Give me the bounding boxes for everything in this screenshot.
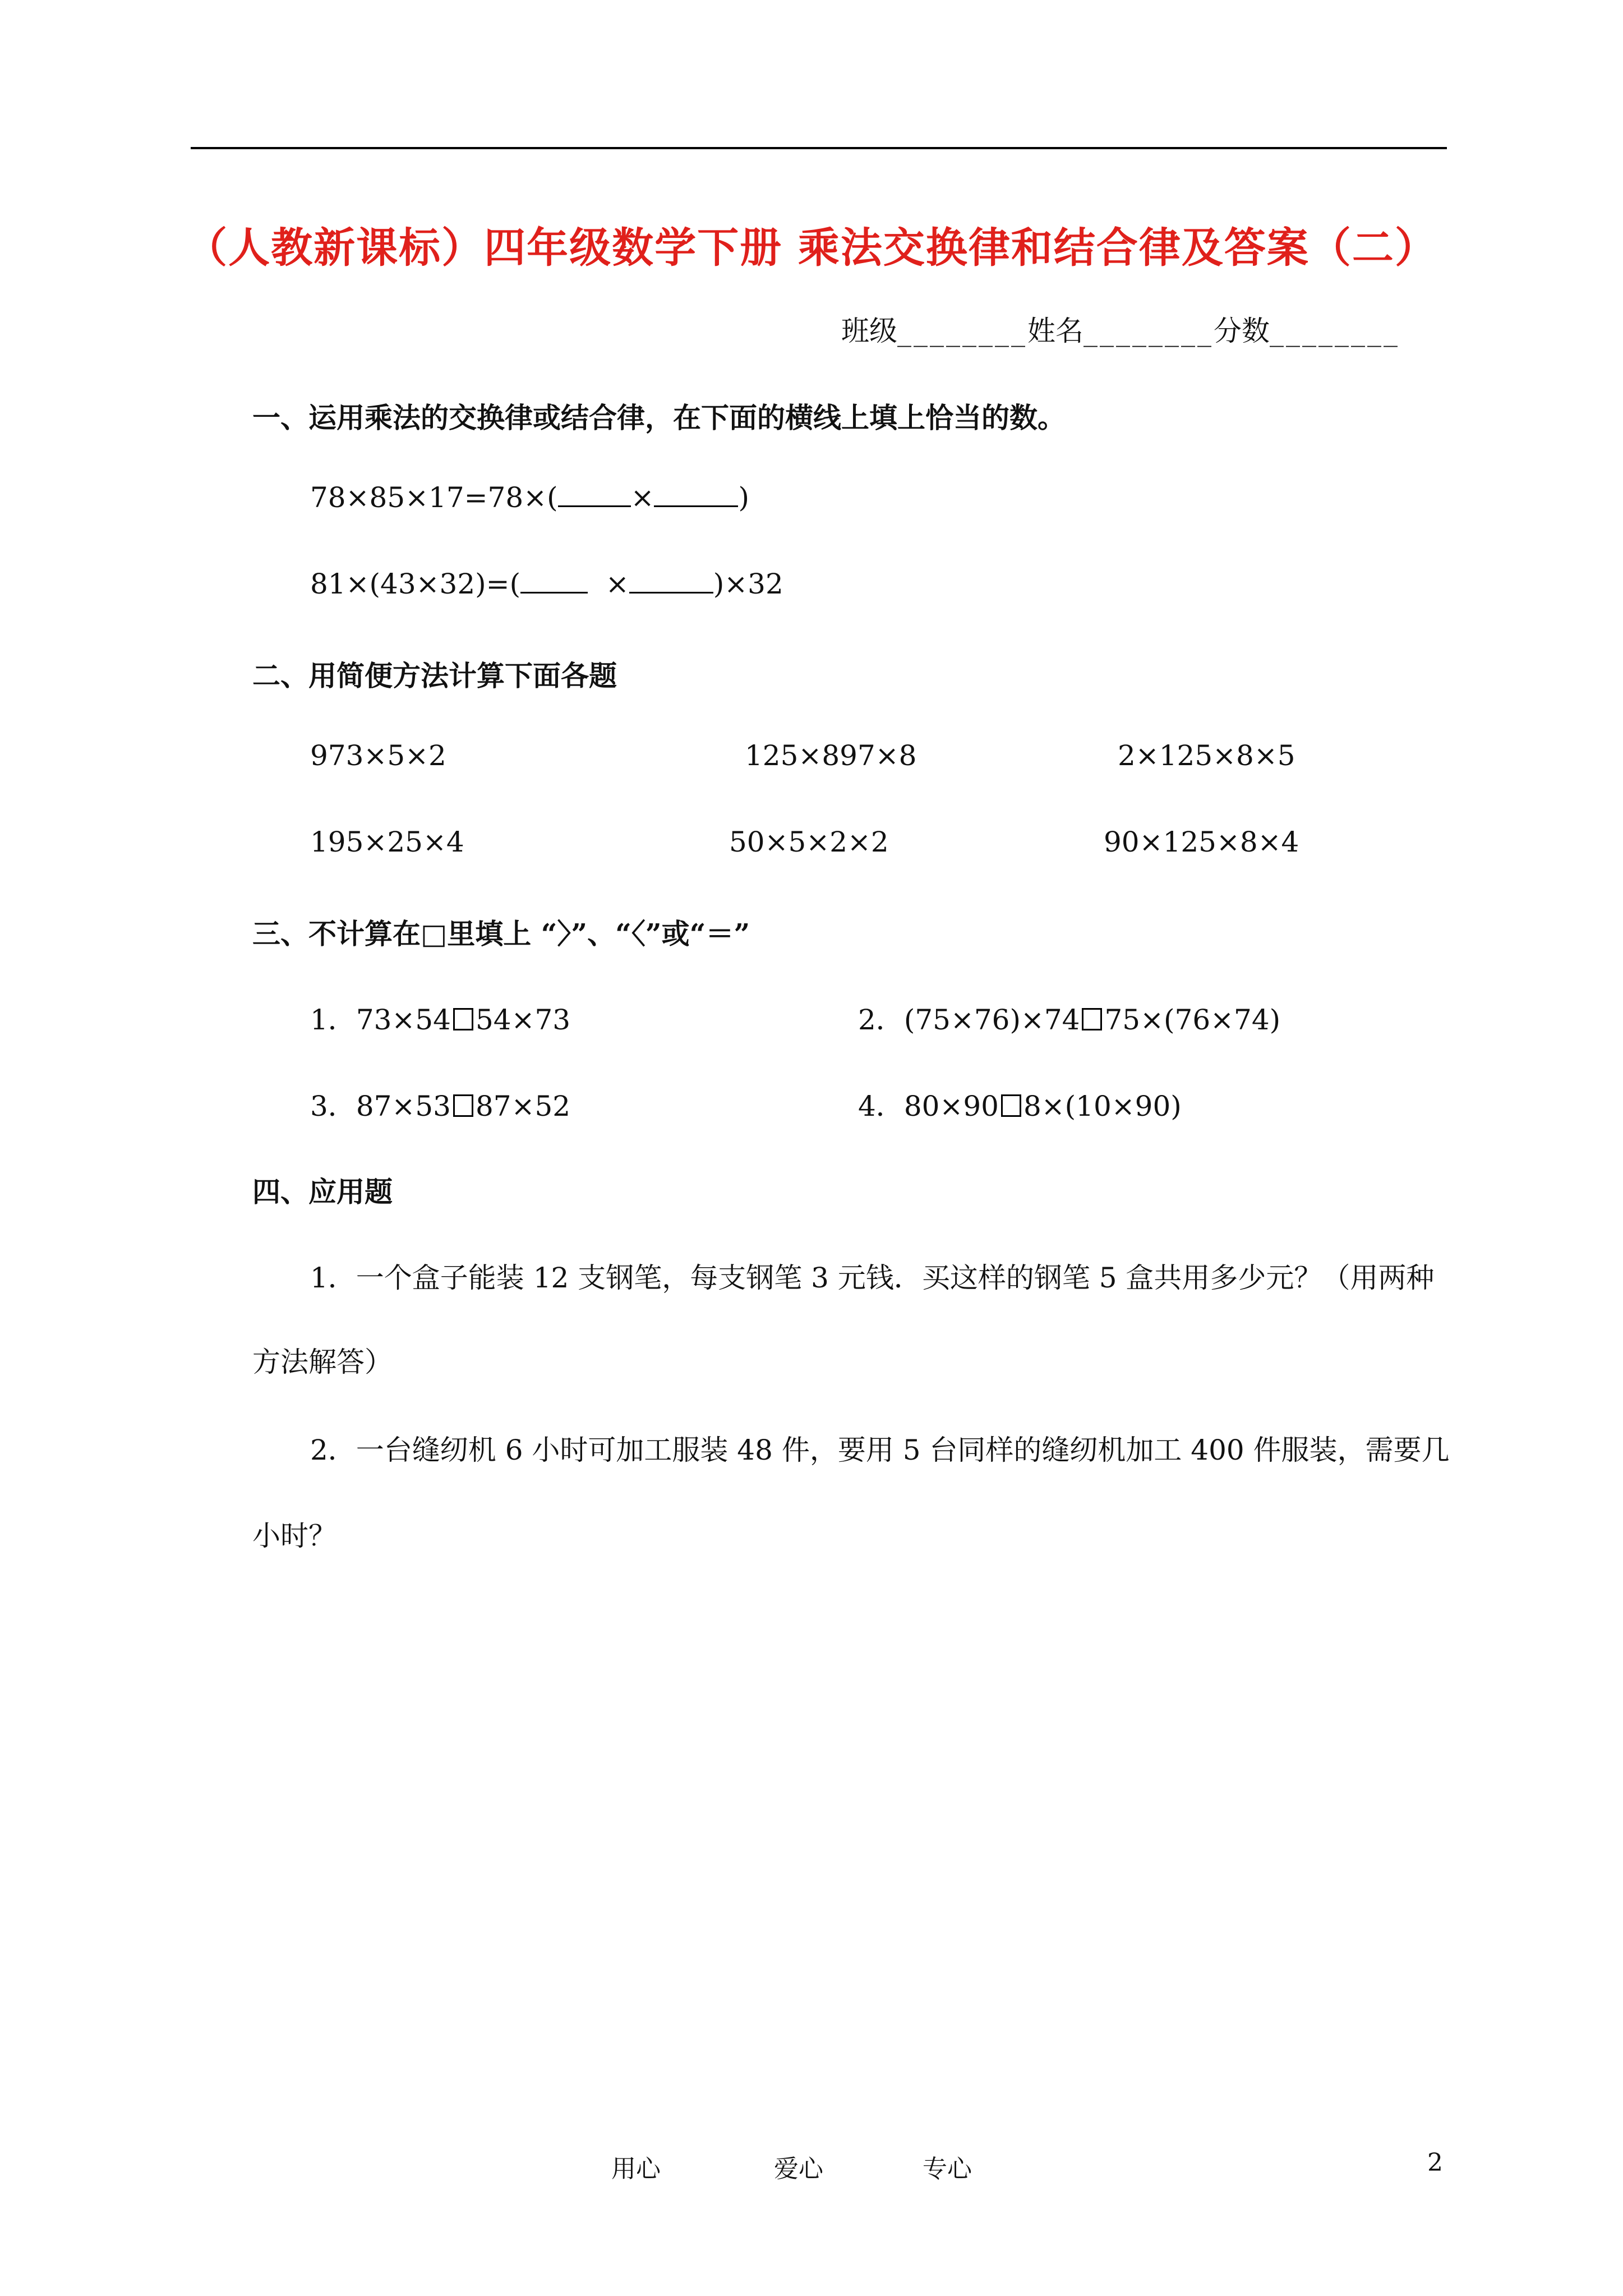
student-info-line <box>841 309 1400 349</box>
name-label: 姓名 <box>1027 315 1083 347</box>
compare-item <box>310 1084 570 1124</box>
class-blank[interactable]: ________ <box>897 315 1027 347</box>
footer-word: 用心 <box>611 2155 661 2183</box>
item-right: 54×73 <box>475 1004 571 1036</box>
header-rule <box>191 147 1447 149</box>
class-label: 班级 <box>841 315 897 347</box>
item-number: 4． <box>858 1090 904 1122</box>
answer-box[interactable] <box>453 1094 473 1117</box>
name-blank[interactable]: ________ <box>1083 315 1214 347</box>
compare-item <box>310 997 570 1038</box>
score-blank[interactable]: ________ <box>1270 315 1400 347</box>
calc-problem: 973×5×2 <box>310 739 446 772</box>
answer-box[interactable] <box>1001 1094 1021 1117</box>
answer-box[interactable] <box>453 1008 473 1030</box>
line2-blank-b[interactable] <box>629 569 713 593</box>
item-left: 87×53 <box>356 1090 451 1122</box>
footer-word: 专心 <box>923 2155 972 2183</box>
item-right: 8×(10×90) <box>1023 1090 1182 1122</box>
footer-word: 爱心 <box>774 2155 823 2183</box>
calc-problem: 2×125×8×5 <box>1118 739 1295 772</box>
section2-heading: 二、用简便方法计算下面各题 <box>252 659 617 692</box>
item-left: (75×76)×74 <box>903 1004 1080 1036</box>
section4-heading: 四、应用题 <box>252 1175 393 1208</box>
line1-blank-b[interactable] <box>654 483 738 507</box>
line2-suffix: )×32 <box>713 568 783 600</box>
item-left: 80×90 <box>903 1090 999 1122</box>
score-label: 分数 <box>1214 315 1270 347</box>
line1-suffix: ) <box>738 481 749 514</box>
compare-item <box>858 1084 1182 1124</box>
word-problem-1-line2: 方法解答） <box>252 1346 393 1378</box>
item-right: 87×52 <box>475 1090 571 1122</box>
item-number: 1． <box>310 1004 356 1036</box>
line2-prefix: 81×(43×32)=( <box>310 568 521 600</box>
line1-blank-a[interactable] <box>558 483 631 507</box>
calc-problem: 90×125×8×4 <box>1104 826 1299 858</box>
section1-heading: 一、运用乘法的交换律或结合律，在下面的横线上填上恰当的数。 <box>252 401 1066 434</box>
item-right: 75×(76×74) <box>1104 1004 1281 1036</box>
item-left: 73×54 <box>356 1004 451 1036</box>
line2-blank-a[interactable] <box>520 569 588 593</box>
line1-prefix: 78×85×17=78×( <box>310 481 558 514</box>
section1-line1 <box>310 481 749 514</box>
word-problem-1-line1: 1．一个盒子能装 12 支钢笔，每支钢笔 3 元钱．买这样的钢笔 5 盒共用多少元？（用两种 <box>310 1262 1435 1294</box>
calc-problem: 50×5×2×2 <box>729 826 889 858</box>
line1-times: × <box>630 481 654 514</box>
answer-box[interactable] <box>1082 1008 1102 1030</box>
page-number: 2 <box>1427 2148 1443 2177</box>
word-problem-2-line2: 小时？ <box>252 1520 336 1552</box>
page-title: （人教新课标）四年级数学下册 乘法交换律和结合律及答案（二） <box>186 224 1437 272</box>
compare-item <box>858 997 1280 1038</box>
section3-heading: 三、不计算在□里填上 “〉”、“〈”或“＝” <box>252 917 750 950</box>
calc-problem: 195×25×4 <box>310 826 464 858</box>
section1-line2 <box>310 568 783 600</box>
word-problem-2-line1: 2．一台缝纫机 6 小时可加工服装 48 件，要用 5 台同样的缝纫机加工 400 件服装，需要几 <box>310 1434 1450 1466</box>
line2-times: × <box>605 568 629 600</box>
item-number: 2． <box>858 1004 904 1036</box>
item-number: 3． <box>310 1090 356 1122</box>
calc-problem: 125×897×8 <box>745 739 917 772</box>
